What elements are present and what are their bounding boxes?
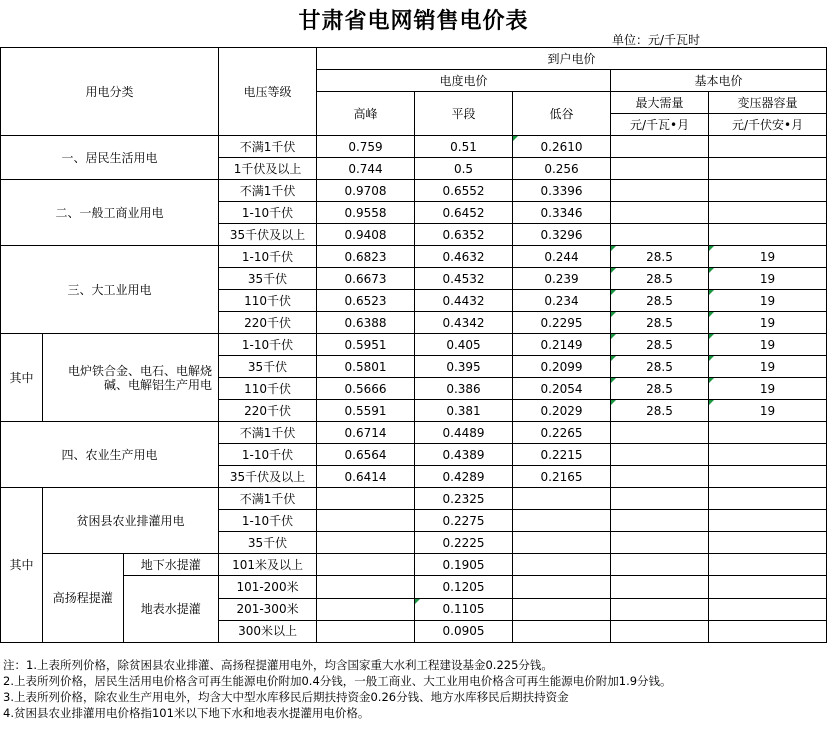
transformer-price (709, 202, 827, 224)
flat-price: 0.4432 (415, 290, 513, 312)
label-qizhong: 其中 (1, 488, 43, 643)
note-line: 4.贫困县农业排灌用电价格指101米以下地下水和地表水提灌用电价格。 (3, 706, 370, 720)
flat-price: 0.4289 (415, 466, 513, 488)
category-poor-county: 贫困县农业排灌用电 (43, 488, 219, 554)
flat-price: 0.5 (415, 158, 513, 180)
flat-price: 0.1205 (415, 576, 513, 598)
valley-price: 0.3396 (513, 180, 611, 202)
valley-price (513, 554, 611, 576)
flat-price: 0.2225 (415, 532, 513, 554)
valley-price (513, 598, 611, 620)
header-valley: 低谷 (513, 92, 611, 136)
max-demand-price: 28.5 (611, 400, 709, 422)
flat-price: 0.2325 (415, 488, 513, 510)
voltage-level: 300米以上 (219, 620, 317, 642)
transformer-price (709, 598, 827, 620)
max-demand-price (611, 224, 709, 246)
transformer-price: 19 (709, 268, 827, 290)
max-demand-price (611, 576, 709, 598)
voltage-level: 1-10千伏 (219, 444, 317, 466)
max-demand-price: 28.5 (611, 356, 709, 378)
voltage-level: 101-200米 (219, 576, 317, 598)
peak-price: 0.6388 (317, 312, 415, 334)
transformer-price: 19 (709, 246, 827, 268)
max-demand-price: 28.5 (611, 378, 709, 400)
valley-price: 0.2265 (513, 422, 611, 444)
voltage-level: 35千伏及以上 (219, 224, 317, 246)
transformer-price (709, 158, 827, 180)
valley-price: 0.244 (513, 246, 611, 268)
max-demand-price (611, 158, 709, 180)
valley-price: 0.2054 (513, 378, 611, 400)
flat-price: 0.386 (415, 378, 513, 400)
voltage-level: 不满1千伏 (219, 422, 317, 444)
transformer-price (709, 510, 827, 532)
flat-price: 0.6352 (415, 224, 513, 246)
voltage-level: 不满1千伏 (219, 180, 317, 202)
header-voltage: 电压等级 (219, 48, 317, 136)
max-demand-price (611, 620, 709, 642)
voltage-level: 110千伏 (219, 378, 317, 400)
header-category: 用电分类 (1, 48, 219, 136)
note-line: 3.上表所列价格，除农业生产用电外，均含大中型水库移民后期扶持资金0.26分钱、地方水库移民后期扶持资金 (3, 690, 569, 704)
peak-price: 0.9558 (317, 202, 415, 224)
transformer-price (709, 554, 827, 576)
category-industrial: 三、大工业用电 (1, 246, 219, 334)
transformer-price: 19 (709, 312, 827, 334)
flat-price: 0.6552 (415, 180, 513, 202)
valley-price: 0.2295 (513, 312, 611, 334)
max-demand-price: 28.5 (611, 290, 709, 312)
peak-price: 0.759 (317, 136, 415, 158)
notes (3, 657, 672, 721)
transformer-price: 19 (709, 400, 827, 422)
max-demand-price (611, 488, 709, 510)
transformer-price: 19 (709, 290, 827, 312)
sub-category-groundwater: 地下水提灌 (123, 554, 218, 576)
voltage-level: 101米及以上 (219, 554, 317, 576)
max-demand-price: 28.5 (611, 246, 709, 268)
peak-price (317, 598, 415, 620)
voltage-level: 1-10千伏 (219, 334, 317, 356)
label-qizhong: 其中 (1, 334, 43, 422)
valley-price: 0.239 (513, 268, 611, 290)
peak-price: 0.6673 (317, 268, 415, 290)
transformer-price (709, 466, 827, 488)
header-transformer-unit: 元/千伏安•月 (709, 114, 827, 136)
flat-price: 0.2275 (415, 510, 513, 532)
valley-price: 0.2610 (513, 136, 611, 158)
valley-price: 0.2149 (513, 334, 611, 356)
voltage-level: 不满1千伏 (219, 488, 317, 510)
peak-price: 0.6564 (317, 444, 415, 466)
flat-price: 0.1905 (415, 554, 513, 576)
max-demand-price (611, 422, 709, 444)
max-demand-price (611, 466, 709, 488)
valley-price: 0.3346 (513, 202, 611, 224)
valley-price (513, 576, 611, 598)
peak-price: 0.6714 (317, 422, 415, 444)
transformer-price: 19 (709, 334, 827, 356)
header-peak: 高峰 (317, 92, 415, 136)
peak-price (317, 510, 415, 532)
transformer-price (709, 620, 827, 642)
max-demand-price: 28.5 (611, 312, 709, 334)
flat-price: 0.51 (415, 136, 513, 158)
sub-category-surface-water: 地表水提灌 (140, 602, 201, 617)
voltage-level: 201-300米 (219, 598, 317, 620)
voltage-level: 35千伏 (219, 356, 317, 378)
max-demand-price (611, 202, 709, 224)
peak-price (317, 554, 415, 576)
voltage-level: 35千伏 (219, 532, 317, 554)
peak-price: 0.5801 (317, 356, 415, 378)
voltage-level: 110千伏 (219, 290, 317, 312)
flat-price: 0.4489 (415, 422, 513, 444)
header-transformer: 变压器容量 (709, 92, 827, 114)
peak-price: 0.6823 (317, 246, 415, 268)
transformer-price (709, 576, 827, 598)
price-table (0, 47, 827, 643)
valley-price: 0.2165 (513, 466, 611, 488)
transformer-price (709, 422, 827, 444)
peak-price: 0.5591 (317, 400, 415, 422)
max-demand-price: 28.5 (611, 268, 709, 290)
peak-price: 0.5666 (317, 378, 415, 400)
peak-price: 0.6414 (317, 466, 415, 488)
valley-price (513, 488, 611, 510)
header-energy-price: 电度电价 (317, 70, 611, 92)
header-to-user-price: 到户电价 (317, 48, 827, 70)
peak-price (317, 620, 415, 642)
voltage-level: 1-10千伏 (219, 202, 317, 224)
flat-price: 0.4532 (415, 268, 513, 290)
valley-price (513, 620, 611, 642)
flat-price: 0.6452 (415, 202, 513, 224)
transformer-price (709, 444, 827, 466)
page-title: 甘肃省电网销售电价表 (298, 9, 529, 34)
peak-price (317, 532, 415, 554)
note-line: 2.上表所列价格，居民生活用电价格含可再生能源电价附加0.4分钱，一般工商业、大工业用电价格含可再生能源电价附加1.9分钱。 (3, 674, 672, 688)
category-high-lift (43, 554, 219, 643)
category-agriculture: 四、农业生产用电 (1, 422, 219, 488)
category-commercial: 二、一般工商业用电 (1, 180, 219, 246)
peak-price: 0.744 (317, 158, 415, 180)
voltage-level: 1-10千伏 (219, 246, 317, 268)
peak-price: 0.9408 (317, 224, 415, 246)
peak-price: 0.5951 (317, 334, 415, 356)
transformer-price: 19 (709, 378, 827, 400)
voltage-level: 220千伏 (219, 312, 317, 334)
voltage-level: 1-10千伏 (219, 510, 317, 532)
valley-price: 0.256 (513, 158, 611, 180)
flat-price: 0.4389 (415, 444, 513, 466)
max-demand-price: 28.5 (611, 334, 709, 356)
peak-price (317, 488, 415, 510)
header-max-demand-unit: 元/千瓦•月 (611, 114, 709, 136)
max-demand-price (611, 554, 709, 576)
valley-price: 0.2029 (513, 400, 611, 422)
flat-price: 0.1105 (415, 598, 513, 620)
transformer-price (709, 136, 827, 158)
voltage-level: 35千伏及以上 (219, 466, 317, 488)
max-demand-price (611, 444, 709, 466)
header-basic-price: 基本电价 (611, 70, 827, 92)
max-demand-price (611, 598, 709, 620)
flat-price: 0.395 (415, 356, 513, 378)
flat-price: 0.4632 (415, 246, 513, 268)
voltage-level: 1千伏及以上 (219, 158, 317, 180)
category-residential: 一、居民生活用电 (1, 136, 219, 180)
peak-price: 0.6523 (317, 290, 415, 312)
valley-price (513, 510, 611, 532)
peak-price: 0.9708 (317, 180, 415, 202)
header-flat: 平段 (415, 92, 513, 136)
flat-price: 0.405 (415, 334, 513, 356)
transformer-price (709, 532, 827, 554)
max-demand-price (611, 180, 709, 202)
max-demand-price (611, 532, 709, 554)
voltage-level: 220千伏 (219, 400, 317, 422)
valley-price (513, 532, 611, 554)
valley-price: 0.2215 (513, 444, 611, 466)
voltage-level: 不满1千伏 (219, 136, 317, 158)
category-high-lift-label: 高扬程提灌 (52, 591, 113, 605)
valley-price: 0.2099 (513, 356, 611, 378)
flat-price: 0.0905 (415, 620, 513, 642)
valley-price: 0.3296 (513, 224, 611, 246)
flat-price: 0.381 (415, 400, 513, 422)
peak-price (317, 576, 415, 598)
header-max-demand: 最大需量 (611, 92, 709, 114)
unit-label: 单位：元/千瓦时 (612, 33, 701, 47)
voltage-level: 35千伏 (219, 268, 317, 290)
max-demand-price (611, 136, 709, 158)
transformer-price (709, 180, 827, 202)
valley-price: 0.234 (513, 290, 611, 312)
note-line: 注：1.上表所列价格，除贫困县农业排灌、高扬程提灌用电外，均含国家重大水利工程建设基金0.225分钱。 (3, 658, 553, 672)
max-demand-price (611, 510, 709, 532)
transformer-price: 19 (709, 356, 827, 378)
transformer-price (709, 224, 827, 246)
flat-price: 0.4342 (415, 312, 513, 334)
transformer-price (709, 488, 827, 510)
category-ferroalloy: 电炉铁合金、电石、电解烧碱、电解铝生产用电 (43, 334, 219, 422)
